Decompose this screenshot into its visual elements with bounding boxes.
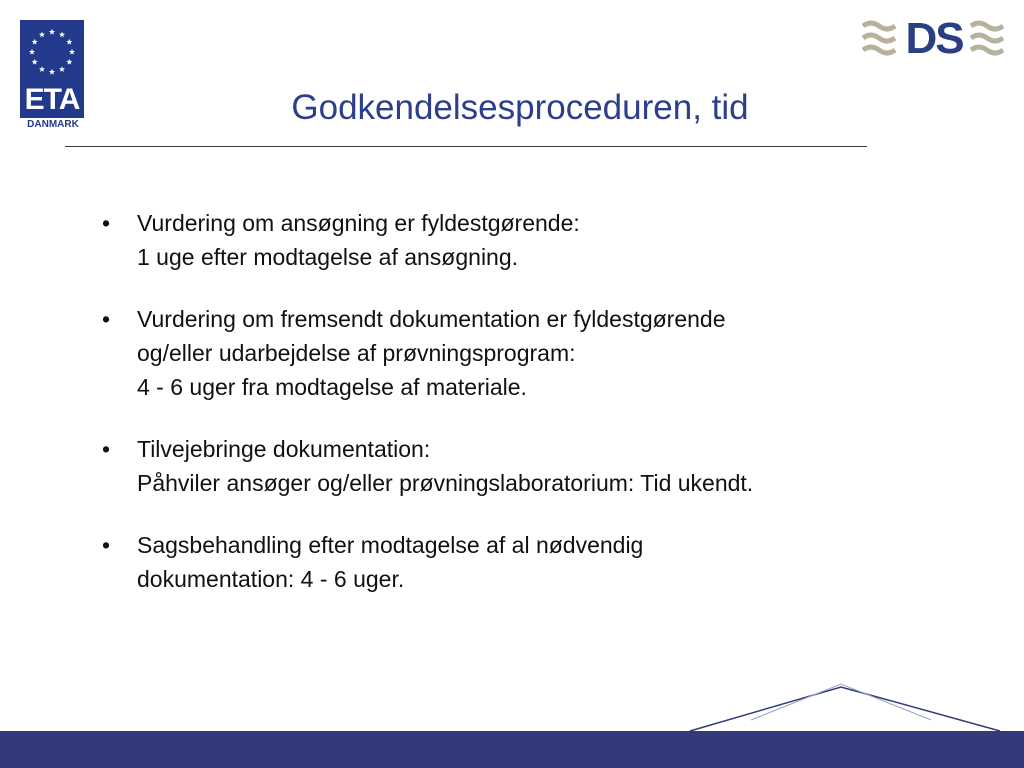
bullet-marker: • bbox=[102, 306, 111, 332]
eu-star-icon bbox=[49, 29, 55, 35]
eu-star-icon bbox=[66, 59, 72, 65]
page-title: Godkendelsesproceduren, tid bbox=[291, 88, 749, 127]
bullet-item bbox=[100, 302, 920, 404]
bullet-line: 1 uge efter modtagelse af ansøgning. bbox=[137, 244, 519, 270]
eu-star-icon bbox=[39, 31, 45, 37]
bullet-item bbox=[100, 432, 920, 500]
eu-star-icon bbox=[59, 31, 65, 37]
ds-logo-text: DS bbox=[905, 14, 963, 63]
bullet-line: Tilvejebringe dokumentation: bbox=[137, 436, 431, 462]
ds-waves-left-icon bbox=[862, 18, 896, 58]
eu-star-icon bbox=[29, 49, 35, 55]
bullet-marker: • bbox=[102, 532, 111, 558]
bullet-marker: • bbox=[102, 436, 111, 462]
eu-star-icon bbox=[32, 39, 38, 45]
bullet-marker: • bbox=[102, 210, 111, 236]
eu-star-icon bbox=[49, 69, 55, 75]
eu-star-icon bbox=[66, 39, 72, 45]
bullet-line: dokumentation: 4 - 6 uger. bbox=[137, 566, 405, 592]
bullet-line: Vurdering om fremsendt dokumentation er fyldestgørende bbox=[137, 306, 726, 332]
bullet-item bbox=[100, 528, 920, 596]
ds-logo bbox=[862, 16, 1004, 62]
eu-star-icon bbox=[39, 66, 45, 72]
eu-star-icon bbox=[69, 49, 75, 55]
eu-star-icon bbox=[32, 59, 38, 65]
eta-logo-text: ETA bbox=[24, 83, 80, 116]
eu-star-icon bbox=[59, 66, 65, 72]
bullet-item bbox=[100, 206, 920, 274]
bullet-list bbox=[100, 206, 920, 624]
eta-danmark-logo bbox=[20, 20, 85, 132]
eu-stars-icon bbox=[20, 20, 84, 84]
eta-logo-subtext: DANMARK bbox=[27, 119, 79, 130]
bullet-line: Påhviler ansøger og/eller prøvningslaboratorium: Tid ukendt. bbox=[137, 470, 754, 496]
bullet-line: Vurdering om ansøgning er fyldestgørende: bbox=[137, 210, 580, 236]
ds-waves-right-icon bbox=[970, 18, 1004, 58]
bullet-line: 4 - 6 uger fra modtagelse af materiale. bbox=[137, 374, 527, 400]
title-divider bbox=[65, 146, 867, 147]
bullet-line: og/eller udarbejdelse af prøvningsprogram: bbox=[137, 340, 576, 366]
bullet-line: Sagsbehandling efter modtagelse af al nødvendig bbox=[137, 532, 644, 558]
footer-arc-decoration bbox=[0, 680, 1024, 768]
